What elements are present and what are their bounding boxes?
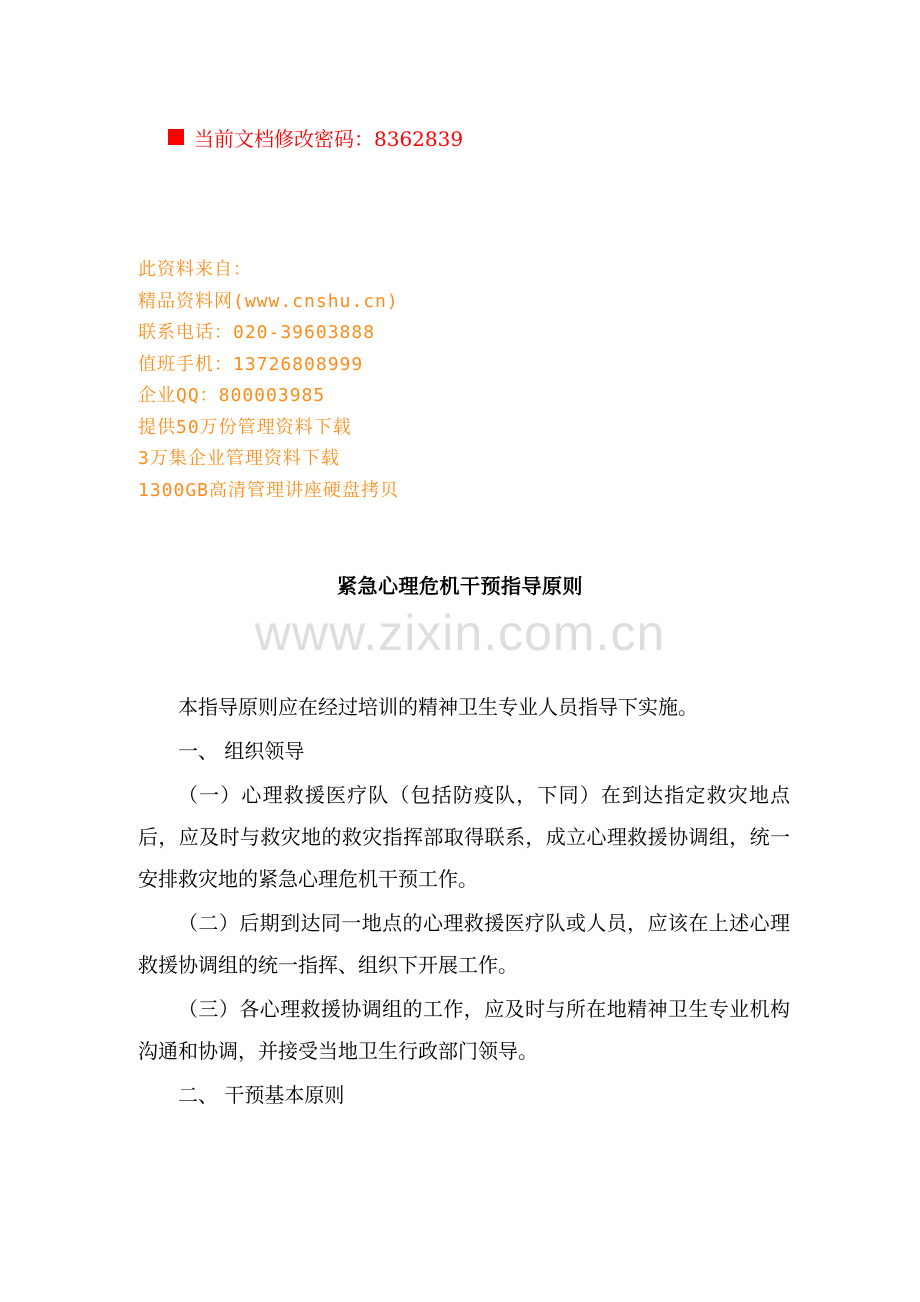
source-line-intro: 此资料来自： xyxy=(138,259,252,280)
source-line-phone: 联系电话：020-39603888 xyxy=(138,322,376,343)
source-line-offer-1: 提供50万份管理资料下载 xyxy=(138,416,352,438)
password-notice-text: 当前文档修改密码：8362839 xyxy=(194,126,464,151)
red-square-icon xyxy=(168,129,184,145)
source-line-offer-3: 1300GB高清管理讲座硬盘拷贝 xyxy=(138,479,400,501)
source-info-block xyxy=(138,254,399,506)
document-title: 紧急心理危机干预指导原则 xyxy=(337,574,583,598)
watermark: www.zixin.com.cn xyxy=(254,605,666,661)
source-line-mobile: 值班手机：13726808999 xyxy=(138,353,364,375)
section-heading-2: 二、 干预基本原则 xyxy=(178,1083,345,1107)
password-notice xyxy=(168,122,463,152)
paragraph-intro: 本指导原则应在经过培训的精神卫生专业人员指导下实施。 xyxy=(178,695,698,719)
paragraph-item-3: （三）各心理救援协调组的工作，应及时与所在地精神卫生专业机构沟通和协调，并接受当地卫生行政部门领导。 xyxy=(138,997,790,1063)
source-line-offer-2: 3万集企业管理资料下载 xyxy=(138,448,340,469)
section-heading-1: 一、 组织领导 xyxy=(178,739,305,763)
source-line-qq: 企业QQ：800003985 xyxy=(138,385,326,406)
paragraph-item-2: （二）后期到达同一地点的心理救援医疗队或人员，应该在上述心理救援协调组的统一指挥、组织下开展工作。 xyxy=(138,911,790,977)
paragraph-item-1: （一）心理救援医疗队（包括防疫队，下同）在到达指定救灾地点后，应及时与救灾地的救灾指挥部取得联系，成立心理救援协调组，统一安排救灾地的紧急心理危机干预工作。 xyxy=(138,783,790,891)
document-body xyxy=(138,686,790,1116)
source-line-website: 精品资料网(www.cnshu.cn) xyxy=(138,290,399,312)
